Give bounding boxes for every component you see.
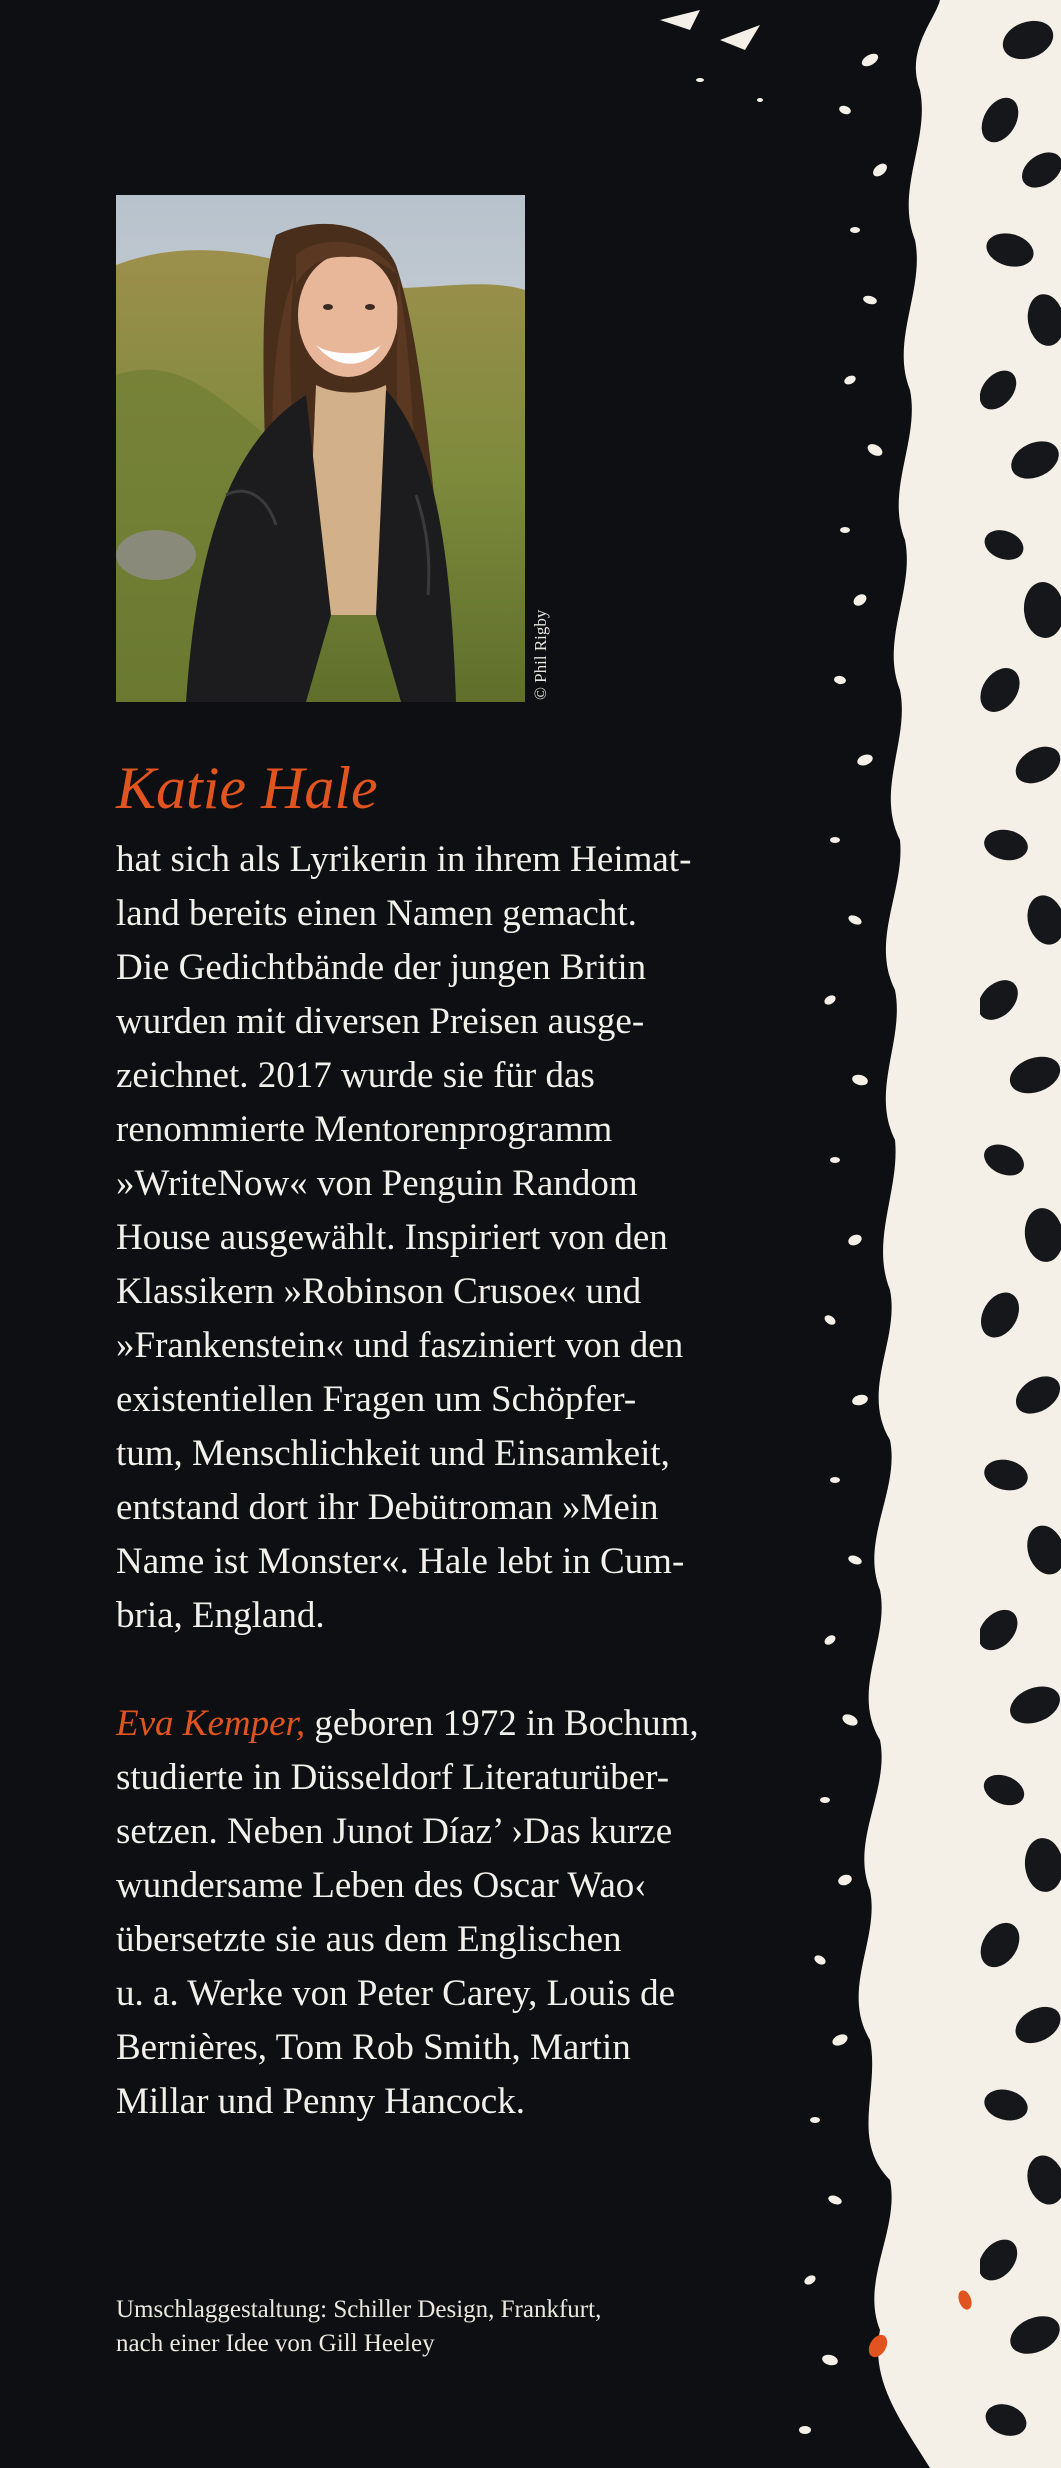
- translator-bio-line: übersetzte sie aus dem Englischen: [116, 1919, 622, 1960]
- translator-bio-line: Millar und Penny Hancock.: [116, 2081, 525, 2122]
- bio-line: existentiellen Fragen um Schöpfer-: [116, 1379, 637, 1420]
- translator-bio-line: wundersame Leben des Oscar Wao‹: [116, 1865, 647, 1906]
- bio-line: renommierte Mentorenprogramm: [116, 1109, 613, 1150]
- translator-first-line-rest: geboren 1972 in Bochum,: [305, 1703, 699, 1744]
- translator-bio: [116, 1697, 836, 2129]
- translator-bio-line: setzen. Neben Junot Díaz’ ›Das kurze: [116, 1811, 673, 1852]
- photo-credit: © Phil Rigby: [531, 609, 550, 700]
- translator-first-line: [116, 1697, 836, 1751]
- translator-bio-line: Bernières, Tom Rob Smith, Martin: [116, 2027, 631, 2068]
- author-name: Katie Hale: [116, 755, 378, 821]
- bio-line: entstand dort ihr Debütroman »Mein: [116, 1487, 659, 1528]
- orange-accent-marks: [865, 2289, 974, 2361]
- bio-line: »WriteNow« von Penguin Random: [116, 1163, 638, 1204]
- translator-name: Eva Kemper,: [116, 1703, 306, 1744]
- bio-line: zeichnet. 2017 wurde sie für das: [116, 1055, 595, 1096]
- cover-design-credit: [116, 2293, 601, 2361]
- bio-line: land bereits einen Namen gemacht.: [116, 893, 637, 934]
- leaf-pattern-graphic: [980, 0, 1061, 2468]
- cover-credit-line: nach einer Idee von Gill Heeley: [116, 2330, 435, 2357]
- bio-line: wurden mit diversen Preisen ausge-: [116, 1001, 645, 1042]
- bio-line: House ausgewählt. Inspiriert von den: [116, 1217, 668, 1258]
- author-photo: [116, 195, 525, 702]
- author-bio: [116, 833, 836, 1643]
- bio-line: tum, Menschlichkeit und Einsamkeit,: [116, 1433, 670, 1474]
- bio-line: Klassikern »Robinson Crusoe« und: [116, 1271, 642, 1312]
- decorative-leaf-band: [980, 0, 1061, 2468]
- bio-line: bria, England.: [116, 1595, 325, 1636]
- translator-bio-line: u. a. Werke von Peter Carey, Louis de: [116, 1973, 676, 2014]
- bio-line: hat sich als Lyrikerin in ihrem Heimat-: [116, 839, 692, 880]
- bio-line: Name ist Monster«. Hale lebt in Cum-: [116, 1541, 685, 1582]
- cover-credit-line: Umschlaggestaltung: Schiller Design, Frankfurt,: [116, 2296, 602, 2323]
- bio-line: Die Gedichtbände der jungen Britin: [116, 947, 647, 988]
- translator-bio-line: studierte in Düsseldorf Literaturüber-: [116, 1757, 670, 1798]
- bio-line: »Frankenstein« und fasziniert von den: [116, 1325, 684, 1366]
